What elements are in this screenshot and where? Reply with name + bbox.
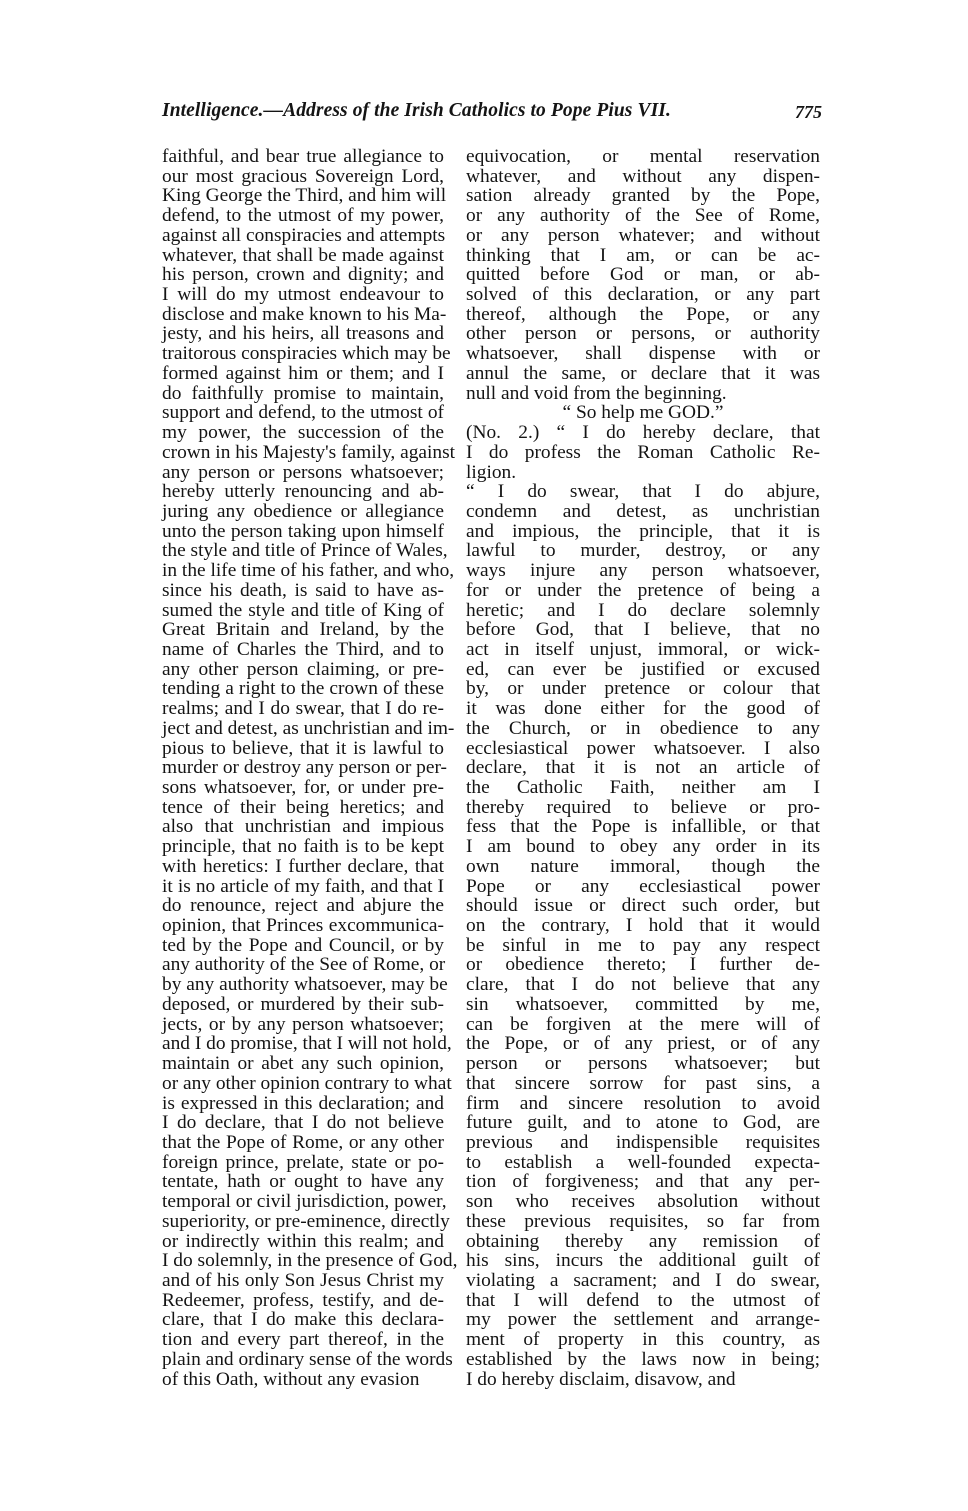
text-line: tence of their being heretics; and bbox=[162, 796, 444, 818]
text-line: disclose and make known to his Ma- bbox=[162, 303, 447, 325]
text-line: fess that the Pope is infallible, or that bbox=[466, 816, 820, 838]
text-line: unto the person taking upon himself bbox=[162, 520, 444, 542]
text-line: ways injure any person whatsoever, bbox=[466, 560, 820, 582]
text-line: and of his only Son Jesus Christ my bbox=[162, 1269, 444, 1291]
text-line: the style and title of Prince of Wales, bbox=[162, 540, 448, 562]
text-line: sation already granted by the Pope, bbox=[466, 185, 820, 207]
text-line: pious to believe, that it is lawful to bbox=[162, 737, 444, 759]
text-line: maintain or abet any such opinion, bbox=[162, 1053, 444, 1075]
text-line: sons whatsoever, for, or under pre- bbox=[162, 777, 444, 798]
text-line: by, or under pretence or colour that bbox=[466, 678, 820, 700]
text-line: faithful, and bear true allegiance to bbox=[162, 146, 444, 167]
text-line: annul the same, or declare that it was bbox=[466, 362, 820, 384]
text-line: lawful to murder, destroy, or any bbox=[466, 540, 820, 562]
text-line: thereby required to believe or pro- bbox=[466, 796, 820, 818]
running-header bbox=[162, 100, 822, 130]
text-line: son who receives absolution without bbox=[466, 1191, 820, 1213]
text-line: I do solemnly, in the presence of God, bbox=[162, 1250, 458, 1272]
text-line: principle, that no faith is to be kept bbox=[162, 836, 444, 858]
text-line: or any other opinion contrary to what bbox=[162, 1072, 452, 1094]
text-line: my power, the succession of the bbox=[162, 422, 444, 444]
text-line: tending a right to the crown of these bbox=[162, 678, 444, 700]
text-line: or any person whatever; and without bbox=[466, 224, 820, 246]
text-line: tion and every part thereof, in the bbox=[162, 1329, 444, 1351]
text-line: I do hereby disclaim, disavow, and bbox=[466, 1368, 736, 1390]
text-line: Great Britain and Ireland, by the bbox=[162, 619, 444, 641]
text-line: foreign prince, prelate, state or po- bbox=[162, 1151, 444, 1173]
text-line: be sinful in me to pay any respect bbox=[466, 934, 820, 956]
text-line: it was done either for the good of bbox=[466, 698, 820, 720]
text-line: my power the settlement and arrange- bbox=[466, 1309, 820, 1331]
text-line: on the contrary, I hold that it would bbox=[466, 915, 820, 937]
text-line: I do declare, that I do not believe bbox=[162, 1112, 444, 1134]
text-line: formed against him or them; and I bbox=[162, 362, 444, 384]
text-line: of this Oath, without any evasion bbox=[162, 1368, 420, 1390]
text-line: thinking that I am, or can be ac- bbox=[466, 244, 820, 266]
text-line: person or persons whatsoever; but bbox=[466, 1053, 820, 1075]
text-line: realms; and I do swear, that I do re- bbox=[162, 698, 444, 720]
text-line: ted by the Pope and Council, or by bbox=[162, 934, 444, 956]
text-line: that I will defend to the utmost of bbox=[466, 1289, 820, 1311]
text-line: other person or persons, or authority bbox=[466, 323, 820, 345]
text-line: sin whatsoever, committed by me, bbox=[466, 993, 820, 1015]
text-line: it is no article of my faith, and that I bbox=[162, 875, 444, 897]
text-line: before God, that I believe, that no bbox=[466, 619, 820, 641]
text-line: Pope or any ecclesiastical power bbox=[466, 875, 820, 897]
text-line: violating a sacrament; and I do swear, bbox=[466, 1269, 820, 1291]
text-line: ligion. bbox=[466, 461, 517, 483]
text-line: null and void from the beginning. bbox=[466, 382, 727, 404]
text-line: ject and detest, as unchristian and im- bbox=[162, 717, 455, 739]
text-line: whatever, and without any dispen- bbox=[466, 165, 820, 187]
text-line: or any authority of the See of Rome, bbox=[466, 205, 820, 227]
text-line: deposed, or murdered by their sub- bbox=[162, 993, 444, 1015]
page-number: 775 bbox=[795, 102, 822, 122]
text-line: “ I do swear, that I do abjure, bbox=[466, 481, 820, 503]
text-line: against all conspiracies and attempts bbox=[162, 224, 446, 246]
text-line: do renounce, reject and abjure the bbox=[162, 895, 444, 917]
text-line: any person or persons whatsoever; bbox=[162, 461, 444, 483]
text-line: that sincere sorrow for past sins, a bbox=[466, 1072, 820, 1094]
left-text-column bbox=[162, 146, 458, 1390]
text-line: established by the laws now in being; bbox=[466, 1348, 820, 1370]
text-line: for or under the pretence of being a bbox=[466, 579, 820, 601]
text-line: murder or destroy any person or per- bbox=[162, 757, 447, 779]
text-line: ment of property in this country, as bbox=[466, 1329, 820, 1351]
text-line: crown in his Majesty's family, against bbox=[162, 441, 456, 463]
text-line: superiority, or pre-eminence, directly bbox=[162, 1210, 450, 1232]
text-line: tion of forgiveness; and that any per- bbox=[466, 1171, 820, 1193]
text-line: I will do my utmost endeavour to bbox=[162, 284, 444, 306]
text-line: since his death, is said to have as- bbox=[162, 579, 444, 601]
text-line: jesty, and his heirs, all treasons and bbox=[162, 323, 444, 345]
text-line: act in itself unjust, immoral, or wick- bbox=[466, 638, 820, 660]
text-line: our most gracious Sovereign Lord, bbox=[162, 165, 444, 187]
text-line: sumed the style and title of King of bbox=[162, 599, 444, 621]
text-line: support and defend, to the utmost of bbox=[162, 402, 444, 424]
text-line: thereof, although the Pope, or any bbox=[466, 303, 820, 325]
text-line: (No. 2.) “ I do hereby declare, that bbox=[466, 422, 820, 444]
text-line: tentate, hath or ought to have any bbox=[162, 1171, 444, 1193]
text-line: equivocation, or mental reservation bbox=[466, 146, 820, 167]
text-line: defend, to the utmost of my power, bbox=[162, 205, 444, 227]
text-line: by any authority whatsoever, may be bbox=[162, 974, 448, 996]
text-line: clare, that I do not believe that any bbox=[466, 974, 820, 996]
text-line: obtaining thereby any remission of bbox=[466, 1230, 820, 1252]
text-line: with heretics: I further declare, that bbox=[162, 855, 444, 877]
text-line: can be forgiven at the mere will of bbox=[466, 1013, 820, 1035]
text-line: is expressed in this declaration; and bbox=[162, 1092, 444, 1114]
text-line: plain and ordinary sense of the words bbox=[162, 1348, 453, 1370]
text-line: solved of this declaration, or any part bbox=[466, 284, 820, 306]
text-line: opinion, that Princes excommunica- bbox=[162, 915, 444, 937]
text-line: condemn and detest, as unchristian bbox=[466, 500, 820, 522]
text-line: any authority of the See of Rome, or bbox=[162, 954, 446, 976]
text-line: also that unchristian and impious bbox=[162, 816, 444, 838]
text-line: these previous requisites, so far from bbox=[466, 1210, 820, 1232]
text-line: that the Pope of Rome, or any other bbox=[162, 1131, 444, 1153]
text-line: clare, that I do make this declara- bbox=[162, 1309, 444, 1331]
text-line: to establish a well-founded expecta- bbox=[466, 1151, 820, 1173]
text-line: name of Charles the Third, and to bbox=[162, 638, 444, 660]
text-line: or indirectly within this realm; and bbox=[162, 1230, 444, 1252]
text-line: firm and sincere resolution to avoid bbox=[466, 1092, 820, 1114]
text-line: Redeemer, profess, testify, and de- bbox=[162, 1289, 444, 1311]
text-line: hereby utterly renouncing and ab- bbox=[162, 481, 444, 503]
text-line: the Catholic Faith, neither am I bbox=[466, 777, 820, 798]
right-text-column bbox=[466, 147, 820, 1389]
text-line: the Church, or in obedience to any bbox=[466, 717, 820, 739]
text-line: declare, that it is not an article of bbox=[466, 757, 820, 779]
text-line: do faithfully promise to maintain, bbox=[162, 382, 444, 404]
text-line: or obedience thereto; I further de- bbox=[466, 954, 820, 976]
text-line: should issue or direct such order, but bbox=[466, 895, 820, 917]
text-line: juring any obedience or allegiance bbox=[162, 500, 444, 522]
text-line: I do profess the Roman Catholic Re- bbox=[466, 441, 820, 463]
text-line: future guilt, and to atone to God, are bbox=[466, 1112, 820, 1134]
text-line: and impious, the principle, that it is bbox=[466, 520, 820, 542]
text-line: I am bound to obey any order in its bbox=[466, 836, 820, 858]
text-line: and I do promise, that I will not hold, bbox=[162, 1033, 452, 1055]
text-line: traitorous conspiracies which may be bbox=[162, 343, 451, 365]
text-line: King George the Third, and him will bbox=[162, 185, 447, 207]
text-line: in the life time of his father, and who, bbox=[162, 560, 455, 582]
running-head-title: Intelligence.—Address of the Irish Catholics to Pope Pius VII. bbox=[162, 100, 671, 121]
text-line: ed, can ever be justified or excused bbox=[466, 658, 820, 680]
text-line: his person, crown and dignity; and bbox=[162, 264, 444, 286]
text-line: own nature immoral, though the bbox=[466, 855, 820, 877]
text-line: whatsoever, shall dispense with or bbox=[466, 343, 820, 365]
text-line: “ So help me GOD.” bbox=[562, 402, 724, 424]
text-line: quitted before God or man, or ab- bbox=[466, 264, 820, 286]
text-line: any other person claiming, or pre- bbox=[162, 658, 444, 680]
text-line: the Pope, or of any priest, or of any bbox=[466, 1033, 820, 1055]
text-line: temporal or civil jurisdiction, power, bbox=[162, 1191, 447, 1213]
text-line: previous and indispensible requisites bbox=[466, 1131, 820, 1153]
text-line: his sins, incurs the additional guilt of bbox=[466, 1250, 820, 1272]
text-line: ecclesiastical power whatsoever. I also bbox=[466, 737, 820, 759]
text-line: jects, or by any person whatsoever; bbox=[162, 1013, 444, 1035]
text-line: heretic; and I do declare solemnly bbox=[466, 599, 820, 621]
text-line: whatever, that shall be made against bbox=[162, 244, 444, 266]
